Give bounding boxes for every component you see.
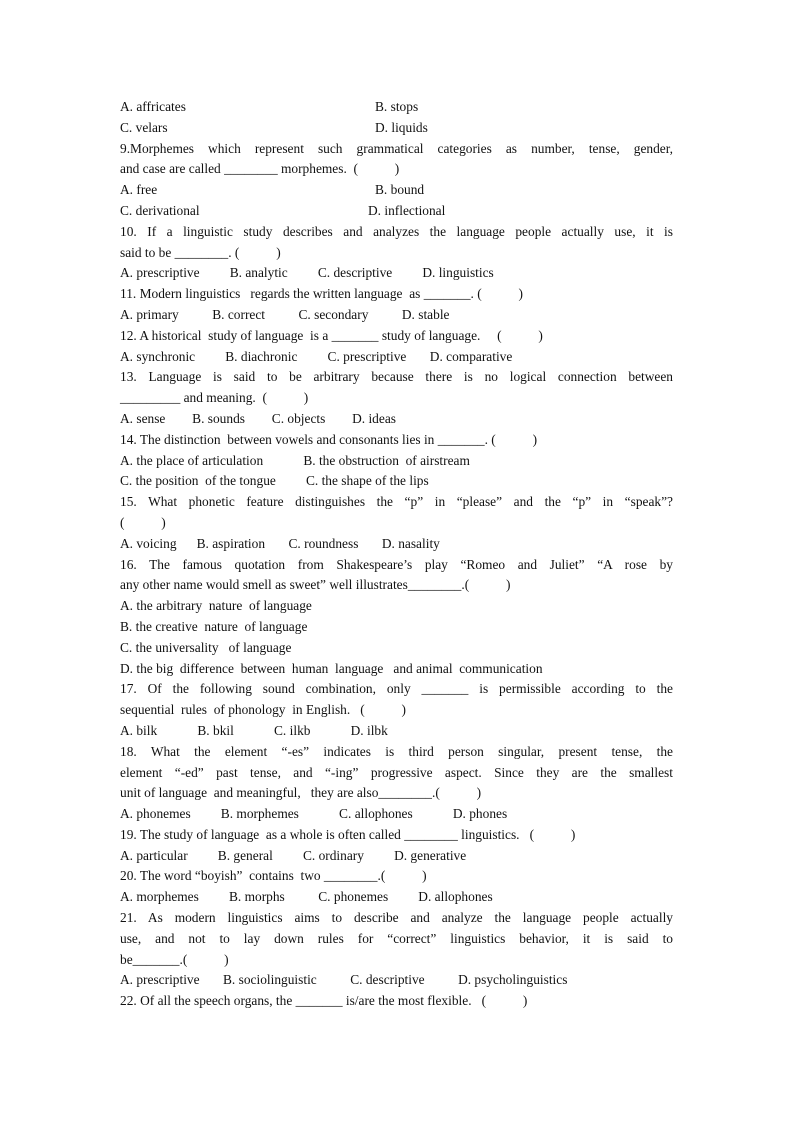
text-line: A. prescriptive B. analytic C. descriptive D. linguistics — [120, 265, 494, 281]
option-row — [120, 118, 673, 139]
text-line: A. voicing B. aspiration C. roundness D. nasality — [120, 535, 440, 551]
text-line: A. the arbitrary nature of language — [120, 598, 312, 614]
text-line: 12. A historical study of language is a _______ study of language. ( ) — [120, 327, 543, 343]
text-line: _________ and meaning. ( ) — [120, 390, 309, 406]
text-line: 20. The word “boyish” contains two ________.( ) — [120, 868, 427, 884]
text-line: 9.Morphemes which represent such grammatical categories as number, tense, gender, — [120, 140, 673, 156]
option-row — [120, 97, 673, 118]
option-row — [120, 201, 673, 222]
text-line: 17. Of the following sound combination, only _______ is permissible according to the — [120, 681, 673, 697]
text-line: C. the position of the tongue C. the shape of the lips — [120, 473, 429, 489]
text-line: 19. The study of language as a whole is often called ________ linguistics. ( ) — [120, 826, 576, 842]
option-text: B. bound — [375, 182, 425, 198]
option-text: B. stops — [375, 99, 419, 114]
text-line: sequential rules of phonology in English. ( ) — [120, 702, 407, 718]
text-line: 21. As modern linguistics aims to describe and analyze the language people actually — [120, 910, 673, 926]
option-text: C. derivational — [120, 202, 200, 218]
text-line: unit of language and meaningful, they are also________.( ) — [120, 785, 482, 801]
text-line: D. the big difference between human language and animal communication — [120, 660, 543, 676]
text-line: 10. If a linguistic study describes and analyzes the language people actually use, it is — [120, 223, 673, 239]
question-document — [120, 97, 673, 1012]
option-text: C. velars — [120, 119, 168, 135]
text-line: 16. The famous quotation from Shakespeare’s play “Romeo and Juliet” “A rose by — [120, 556, 673, 572]
text-line: B. the creative nature of language — [120, 618, 308, 634]
option-text: D. liquids — [375, 119, 428, 135]
text-line: A. the place of articulation B. the obstruction of airstream — [120, 452, 470, 468]
text-line: A. phonemes B. morphemes C. allophones D. phones — [120, 806, 508, 822]
text-line: element “-ed” past tense, and “-ing” progressive aspect. Since they are the smallest — [120, 764, 673, 780]
text-line: and case are called ________ morphemes. ( ) — [120, 161, 400, 177]
text-line: A. primary B. correct C. secondary D. stable — [120, 306, 450, 322]
text-line: A. sense B. sounds C. objects D. ideas — [120, 410, 396, 426]
text-line: use, and not to lay down rules for “correct” linguistics behavior, it is said to — [120, 930, 673, 946]
option-text: A. affricates — [120, 99, 186, 114]
text-line: A. morphemes B. morphs C. phonemes D. allophones — [120, 889, 493, 905]
text-line: A. synchronic B. diachronic C. prescriptive D. comparative — [120, 348, 513, 364]
text-line: any other name would smell as sweet” well illustrates________.( ) — [120, 577, 511, 593]
option-text: D. inflectional — [368, 202, 446, 218]
option-text: A. free — [120, 182, 158, 198]
option-row — [120, 180, 673, 201]
text-line: A. bilk B. bkil C. ilkb D. ilbk — [120, 722, 388, 738]
text-line: A. particular B. general C. ordinary D. generative — [120, 847, 467, 863]
text-line: be_______.( ) — [120, 951, 229, 967]
text-line: 13. Language is said to be arbitrary because there is no logical connection between — [120, 369, 673, 385]
text-line: ( ) — [120, 514, 166, 530]
text-line: C. the universality of language — [120, 639, 292, 655]
text-line: A. prescriptive B. sociolinguistic C. descriptive D. psycholinguistics — [120, 972, 568, 988]
text-line: 11. Modern linguistics regards the written language as _______. ( ) — [120, 286, 524, 302]
text-line: 18. What the element “-es” indicates is third person singular, present tense, the — [120, 743, 673, 759]
text-line: said to be ________. ( ) — [120, 244, 281, 260]
text-line: 14. The distinction between vowels and consonants lies in _______. ( ) — [120, 431, 538, 447]
text-line: 15. What phonetic feature distinguishes the “p” in “please” and the “p” in “speak”? — [120, 494, 673, 510]
text-line: 22. Of all the speech organs, the _______ is/are the most flexible. ( ) — [120, 993, 528, 1009]
